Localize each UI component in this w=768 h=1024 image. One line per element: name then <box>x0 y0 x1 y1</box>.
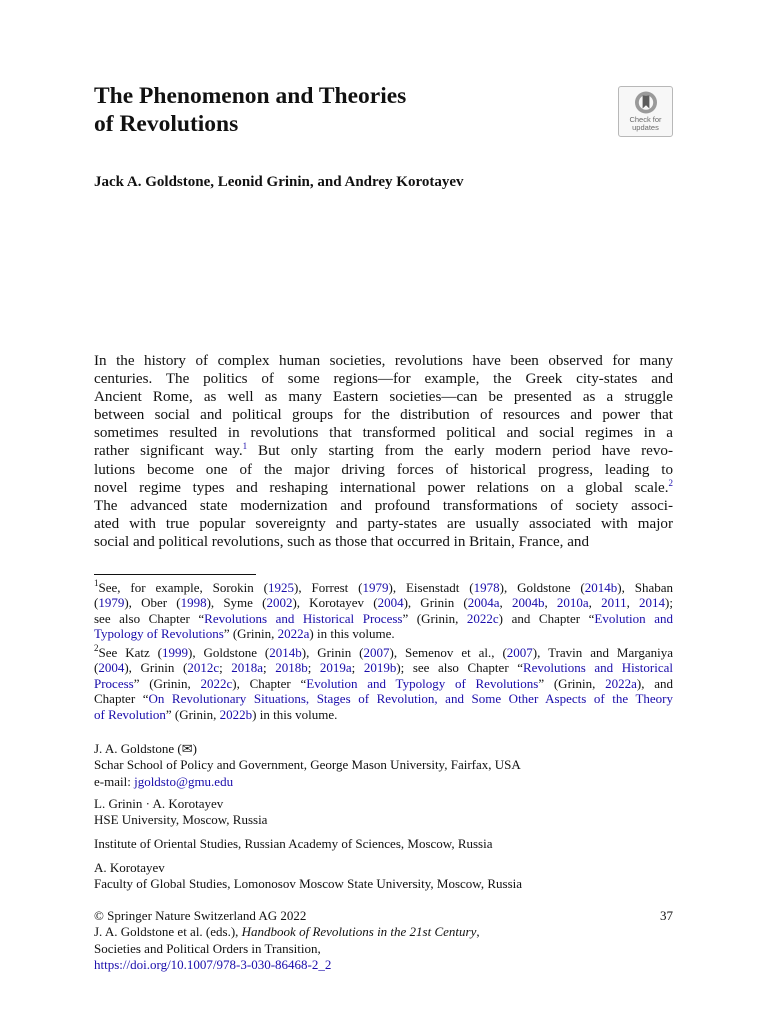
body-line: lutions become one of the major driving forces of historical progress, leading to <box>94 461 673 478</box>
citation-link[interactable]: 1925 <box>268 580 294 595</box>
chapter-title <box>94 82 406 138</box>
affiliation-grinin-korotayev <box>94 796 267 829</box>
citation-link[interactable]: 1998 <box>180 595 207 611</box>
footnote-number: 1 <box>94 578 99 588</box>
body-line: novel regime types and reshaping international power relations on a global scale.$^2$ <box>94 477 673 496</box>
footnote-divider <box>94 574 256 575</box>
body-paragraph <box>94 352 673 551</box>
chapter-link[interactable]: Typology of Revolutions <box>94 626 224 642</box>
doi-link[interactable]: https://doi.org/10.1007/978-3-030-86468-2_2 <box>94 957 332 973</box>
citation-link[interactable]: 2011 <box>601 595 627 611</box>
citation-link[interactable]: 2022b <box>219 706 253 722</box>
citation-link[interactable]: 2010a <box>556 595 589 611</box>
email-link[interactable]: jgoldsto@gmu.edu <box>134 773 234 789</box>
citation-link[interactable]: 2004b <box>511 595 545 611</box>
chapter-link[interactable]: Evolution and Typology of Revolutions <box>306 675 539 691</box>
citation-link[interactable]: 1999 <box>162 645 189 660</box>
citation-link[interactable]: 2004a <box>467 595 500 611</box>
check-for-updates-badge[interactable] <box>618 86 673 137</box>
email-line: e-mail: jgoldsto@gmu.edu <box>94 773 234 789</box>
institution: HSE University, Moscow, Russia <box>94 812 268 828</box>
author-name: A. Korotayev <box>94 860 165 875</box>
chapter-link[interactable]: Revolutions and Historical Process <box>204 610 403 626</box>
body-line: centuries. The politics of some regions—for example, the Greek city-states and <box>94 371 673 388</box>
chapter-link[interactable]: Process <box>94 675 134 691</box>
footnote-1: $^1$See, for example, Sorokin (1925), Forrest (1979), Eisenstadt (1978), Goldstone (2014b), Shaban (1979), Ober (1998), Syme (2002), Korotayev (2004), Grinin (2004a, 2004b, 2010a, 2011, 2014); see also Chapter “Revolutions and Historical Process” (Grinin, 2022c) and Chapter “Evolution and Typology of Revolutions” (Grinin, 2022a) in this volume. <box>94 578 674 642</box>
institution: Faculty of Global Studies, Lomonosov Moscow State University, Moscow, Russia <box>94 876 523 892</box>
citation-link[interactable]: 2007 <box>506 645 533 660</box>
title-line-1: The Phenomenon and Theories <box>94 83 407 109</box>
citation-link[interactable]: 2022a <box>605 675 637 691</box>
affiliation-goldstone <box>94 741 521 790</box>
citation-link[interactable]: 2004 <box>98 660 125 676</box>
citation-link[interactable]: 2014b <box>269 645 302 660</box>
citation-link[interactable]: 2007 <box>363 645 390 660</box>
body-line: social and political revolutions, such as those that occurred in Britain, France, and <box>94 533 590 550</box>
author-name: L. Grinin · A. Korotayev <box>94 796 224 811</box>
chapter-link[interactable]: Evolution and <box>594 610 674 626</box>
chapter-link[interactable]: Revolutions and Historical <box>522 660 673 676</box>
badge-line-1: Check for <box>629 115 662 124</box>
body-line: The advanced state modernization and profound transformations of society associ- <box>94 497 673 514</box>
body-line: ated with true popular sovereignty and party-states are usually associated with major <box>94 515 673 532</box>
body-line: In the history of complex human societies, revolutions have been observed for many <box>94 353 673 369</box>
citation-link[interactable]: 2022c <box>466 610 499 626</box>
footnote-ref-1[interactable]: 1 <box>242 441 248 452</box>
citation-link[interactable]: 1979 <box>362 580 389 595</box>
citation-link[interactable]: 2002 <box>266 595 293 611</box>
citation-link[interactable]: 2022c <box>200 675 233 691</box>
author-name: J. A. Goldstone (✉) <box>94 741 197 756</box>
citation-link[interactable]: 2014 <box>639 595 666 611</box>
bookmark-ring-icon <box>633 90 659 115</box>
chapter-link[interactable]: of Revolution <box>94 706 166 722</box>
body-line: between social and political groups for the distribution of resources and power that <box>94 407 673 424</box>
footnote-2: $^2$See Katz (1999), Goldstone (2014b), Grinin (2007), Semenov et al., (2007), Travin and Marganiya (2004), Grinin (2012c; 2018a; 2018b; 2019a; 2019b); see also Chapter “Revolutions and Historical Process” (Grinin, 2022c), Chapter “Evolution and Typology of Revolutions” (Grinin, 2022a), and Chapter “On Revolutionary Situations, Stages of Revolution, and Some Other Aspects of the Theory of Revolution” (Grinin, 2022b) in this volume. <box>94 643 673 722</box>
citation-link[interactable]: 2019b <box>363 660 397 676</box>
publication-footer <box>94 908 480 974</box>
book-title: Handbook of Revolutions in the 21st Century <box>241 924 477 940</box>
citation-link[interactable]: 1979 <box>98 595 125 611</box>
body-line: rather significant way.$^1$ But only starting from the early modern period have revo- <box>94 441 673 460</box>
footnote-number: 2 <box>94 643 99 653</box>
series-line: Societies and Political Orders in Transition, <box>94 940 321 956</box>
citation-link[interactable]: 1978 <box>473 580 500 595</box>
citation-link[interactable]: 2004 <box>377 595 404 611</box>
institution: Institute of Oriental Studies, Russian Academy of Sciences, Moscow, Russia <box>94 836 493 851</box>
authors: Jack A. Goldstone, Leonid Grinin, and Andrey Korotayev <box>94 174 464 190</box>
badge-line-2: updates <box>632 123 659 132</box>
citation-link[interactable]: 2019a <box>319 660 352 676</box>
affiliation-korotayev <box>94 860 522 893</box>
citation-link[interactable]: 2012c <box>187 660 220 676</box>
page-number: 37 <box>660 908 673 923</box>
citation-link[interactable]: 2018b <box>275 660 308 676</box>
affiliation-oriental <box>94 836 493 852</box>
chapter-link[interactable]: On Revolutionary Situations, Stages of Revolution, and Some Other Aspects of the Theory <box>148 691 673 707</box>
title-line-2: of Revolutions <box>94 111 239 137</box>
copyright: © Springer Nature Switzerland AG 2022 <box>94 908 307 923</box>
body-line: sometimes resulted in revolutions that transformed political and social regimes in a <box>94 425 673 442</box>
institution: Schar School of Policy and Government, George Mason University, Fairfax, USA <box>94 757 521 773</box>
citation-line: J. A. Goldstone et al. (eds.), Handbook of Revolutions in the 21st Century, <box>94 924 480 940</box>
footnote-ref-2[interactable]: 2 <box>668 477 673 488</box>
citation-link[interactable]: 2022a <box>277 626 310 642</box>
citation-link[interactable]: 2014b <box>584 580 618 595</box>
citation-link[interactable]: 2018a <box>231 660 264 676</box>
body-line: Ancient Rome, as well as many Eastern societies—can be presented as a struggle <box>94 389 673 406</box>
